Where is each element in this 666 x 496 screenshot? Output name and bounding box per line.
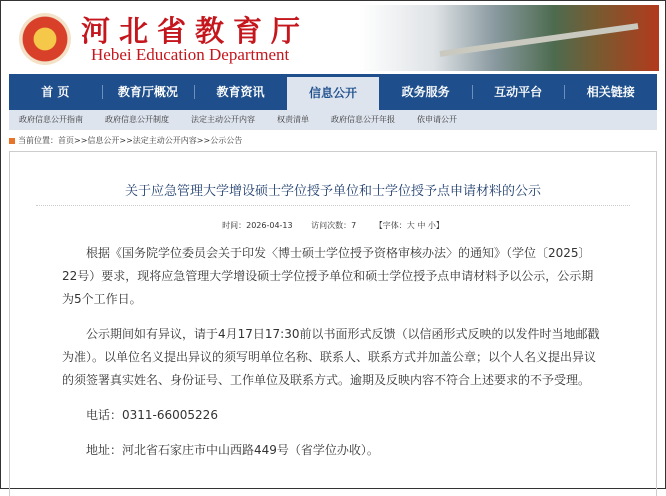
article-title: 关于应急管理大学增设硕士学位授予单位和士学位授予点申请材料的公示 bbox=[124, 184, 541, 199]
subnav-system[interactable]: 政府信息公开制度 bbox=[105, 115, 169, 124]
publish-time: 时间：2026-04-13 bbox=[222, 221, 293, 230]
paragraph: 根据《国务院学位委员会关于印发〈博士硕士学位授予资格审核办法〉的通知》（学位〔2025〕22号）要求，现将应急管理大学增设硕士学位授予单位和硕士学位授予点申请材料予以公示，公示期为5个工作日。 bbox=[62, 246, 594, 306]
article-meta bbox=[10, 220, 656, 231]
nav-overview[interactable]: 教育厅概况 bbox=[102, 74, 195, 110]
article-body bbox=[62, 242, 602, 474]
great-wall-banner bbox=[359, 5, 659, 71]
phone: 电话：0311-66005226 bbox=[86, 408, 218, 422]
subnav-annual-report[interactable]: 政府信息公开年报 bbox=[331, 115, 395, 124]
article-container bbox=[9, 151, 657, 496]
subnav-powers-list[interactable]: 权责清单 bbox=[277, 115, 309, 124]
nav-news[interactable]: 教育资讯 bbox=[194, 74, 287, 110]
department-logo-icon[interactable] bbox=[19, 13, 71, 65]
main-nav bbox=[9, 74, 657, 110]
sub-nav bbox=[9, 110, 657, 130]
subnav-guide[interactable]: 政府信息公开指南 bbox=[19, 115, 83, 124]
subnav-statutory[interactable]: 法定主动公开内容 bbox=[191, 115, 255, 124]
site-title-cn[interactable]: 河北省教育厅 bbox=[81, 14, 310, 48]
font-size-selector[interactable]: 【字体：大 中 小】 bbox=[374, 221, 444, 230]
site-header bbox=[9, 5, 659, 71]
visit-count: 访问次数：7 bbox=[311, 221, 357, 230]
address: 地址：河北省石家庄市中山西路449号（省学位办收）。 bbox=[86, 443, 379, 457]
nav-interaction[interactable]: 互动平台 bbox=[472, 74, 565, 110]
breadcrumb bbox=[9, 135, 242, 146]
nav-home[interactable]: 首 页 bbox=[41, 85, 70, 99]
breadcrumb-text[interactable]: 当前位置：首页>>信息公开>>法定主动公开内容>>公示公告 bbox=[18, 136, 243, 145]
paragraph: 公示期间如有异议，请于4月17日17:30前以书面形式反馈（以信函形式反映的以发件时当地邮戳为准）。以单位名义提出异议的须写明单位名称、联系人、联系方式并加盖公章；以个人名义提出异议的须签署真实姓名、身份证号、工作单位及联系方式。逾期及反映内容不符合上述要求的不予受理。 bbox=[62, 327, 600, 387]
nav-links[interactable]: 相关链接 bbox=[564, 74, 657, 110]
site-title-en[interactable]: Hebei Education Department bbox=[91, 45, 290, 64]
bullet-icon bbox=[9, 138, 15, 144]
divider bbox=[36, 205, 630, 206]
nav-services[interactable]: 政务服务 bbox=[401, 85, 450, 99]
nav-info-disclosure[interactable]: 信息公开 bbox=[287, 77, 380, 110]
subnav-on-request[interactable]: 依申请公开 bbox=[417, 115, 457, 124]
